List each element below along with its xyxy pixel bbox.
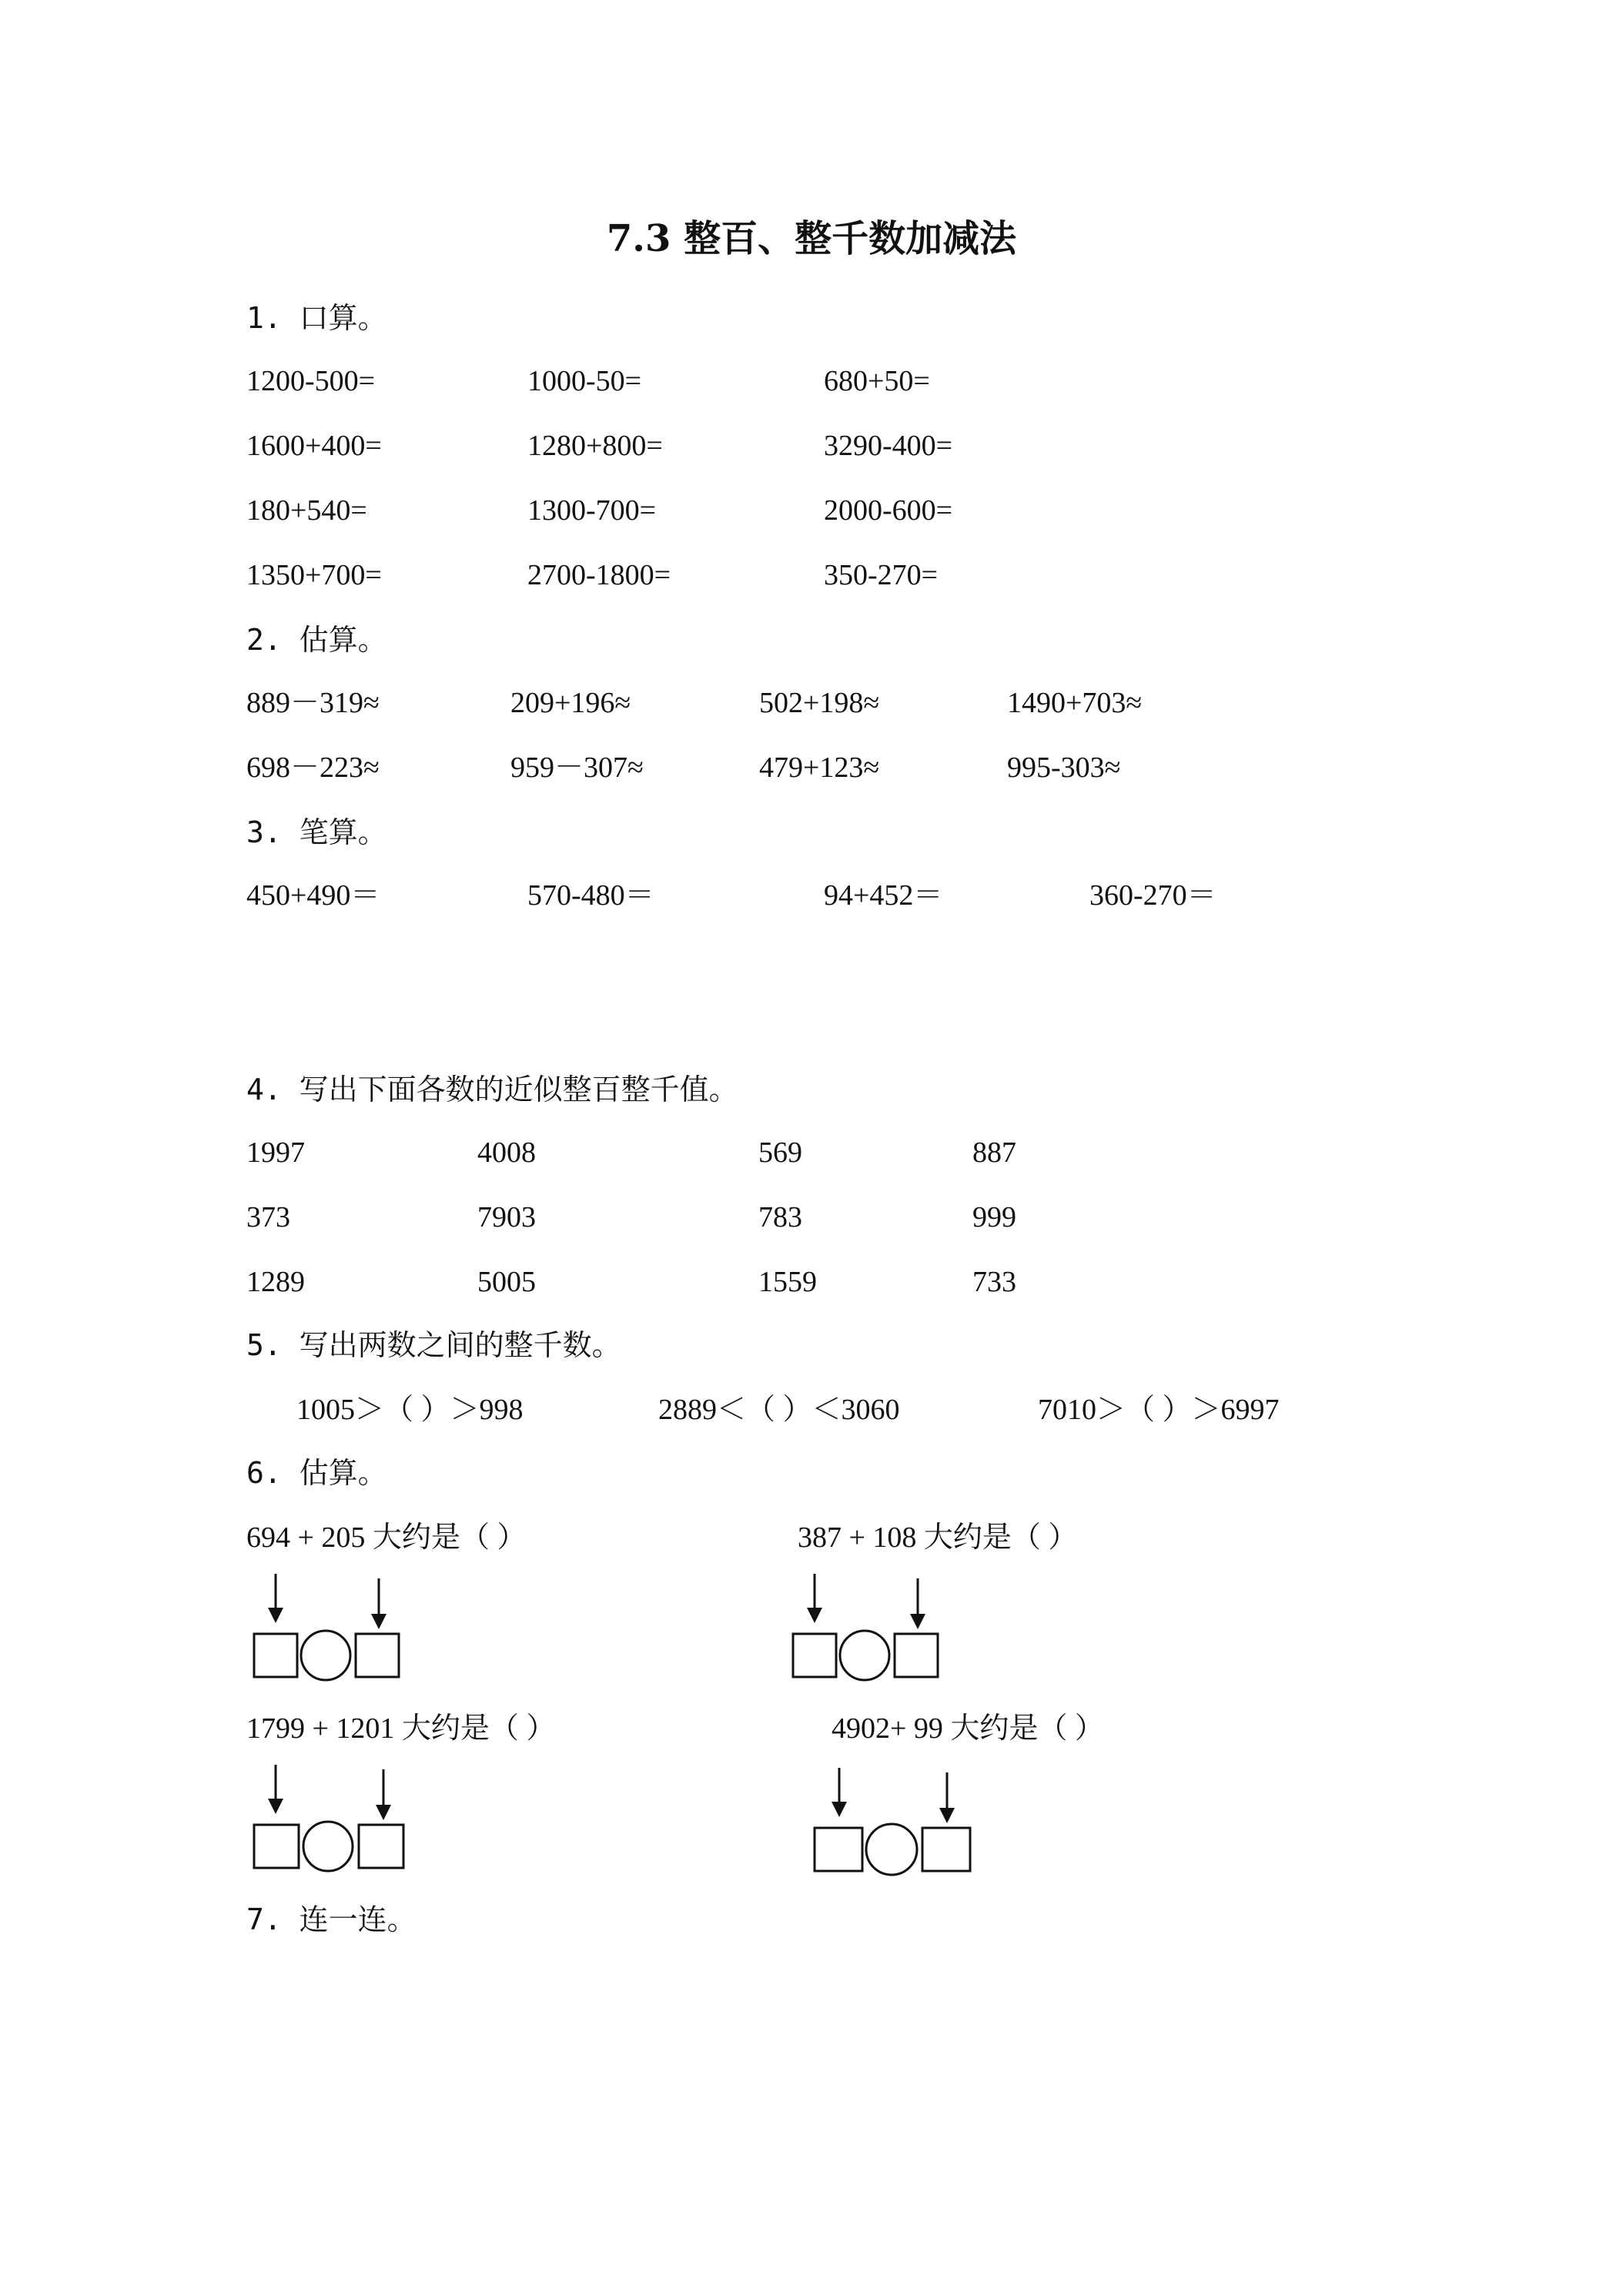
written-calc-item: 450+490＝ [246, 879, 380, 912]
estimate-item: 959－307≈ [510, 751, 644, 784]
section-2-heading: 2. 估算。 [246, 623, 387, 657]
oral-calc-item: 350-270= [824, 559, 939, 591]
round-number-item: 373 [246, 1201, 290, 1233]
oral-calc-item: 1280+800= [527, 430, 663, 462]
section-6-heading: 6. 估算。 [246, 1456, 387, 1490]
oral-calc-item: 3290-400= [824, 430, 953, 462]
oral-calc-item: 1350+700= [246, 559, 382, 591]
estimate-item: 502+198≈ [759, 687, 880, 719]
written-calc-item: 360-270＝ [1089, 879, 1216, 912]
oral-calc-item: 180+540= [246, 494, 367, 527]
round-number-item: 5005 [477, 1266, 536, 1298]
estimate-item: 1490+703≈ [1007, 687, 1143, 719]
round-number-item: 783 [758, 1201, 802, 1233]
round-number-item: 1559 [758, 1266, 817, 1298]
round-number-item: 999 [972, 1201, 1016, 1233]
estimate-item: 209+196≈ [510, 687, 631, 719]
estimate-item: 479+123≈ [759, 751, 880, 784]
round-number-item: 4008 [477, 1136, 536, 1169]
estimate-problem: 1799 + 1201 大约是（ ） [246, 1712, 556, 1745]
round-number-item: 733 [972, 1266, 1016, 1298]
estimate-item: 889－319≈ [246, 687, 380, 719]
estimate-item: 995-303≈ [1007, 751, 1121, 784]
section-1-heading: 1. 口算。 [246, 301, 387, 335]
written-calc-item: 94+452＝ [824, 879, 943, 912]
oral-calc-item: 1300-700= [527, 494, 657, 527]
section-7-heading: 7. 连一连。 [246, 1903, 417, 1936]
estimate-item: 698－223≈ [246, 751, 380, 784]
estimate-diagram [807, 1763, 984, 1879]
estimate-problem: 4902+ 99 大约是（ ） [832, 1712, 1104, 1745]
between-thousands-item: 1005＞（ ）＞998 [296, 1394, 524, 1426]
between-thousands-item: 2889＜（ ）＜3060 [658, 1394, 900, 1426]
estimate-diagram [246, 1569, 423, 1685]
oral-calc-item: 2000-600= [824, 494, 953, 527]
estimate-problem: 694 + 205 大约是（ ） [246, 1521, 527, 1554]
oral-calc-item: 1200-500= [246, 365, 376, 397]
oral-calc-item: 2700-1800= [527, 559, 671, 591]
section-5-heading: 5. 写出两数之间的整千数。 [246, 1328, 621, 1362]
oral-calc-item: 1600+400= [246, 430, 382, 462]
round-number-item: 7903 [477, 1201, 536, 1233]
section-4-heading: 4. 写出下面各数的近似整百整千值。 [246, 1073, 738, 1106]
estimate-diagram [785, 1569, 962, 1685]
round-number-item: 1289 [246, 1266, 305, 1298]
estimate-problem: 387 + 108 大约是（ ） [798, 1521, 1078, 1554]
oral-calc-item: 680+50= [824, 365, 930, 397]
section-3-heading: 3. 笔算。 [246, 815, 387, 849]
oral-calc-item: 1000-50= [527, 365, 642, 397]
round-number-item: 569 [758, 1136, 802, 1169]
estimate-diagram [246, 1760, 423, 1876]
between-thousands-item: 7010＞（ ）＞6997 [1038, 1394, 1280, 1426]
page-title: 7.3 整百、整千数加减法 [606, 217, 1017, 260]
round-number-item: 1997 [246, 1136, 305, 1169]
written-calc-item: 570-480＝ [527, 879, 654, 912]
round-number-item: 887 [972, 1136, 1016, 1169]
